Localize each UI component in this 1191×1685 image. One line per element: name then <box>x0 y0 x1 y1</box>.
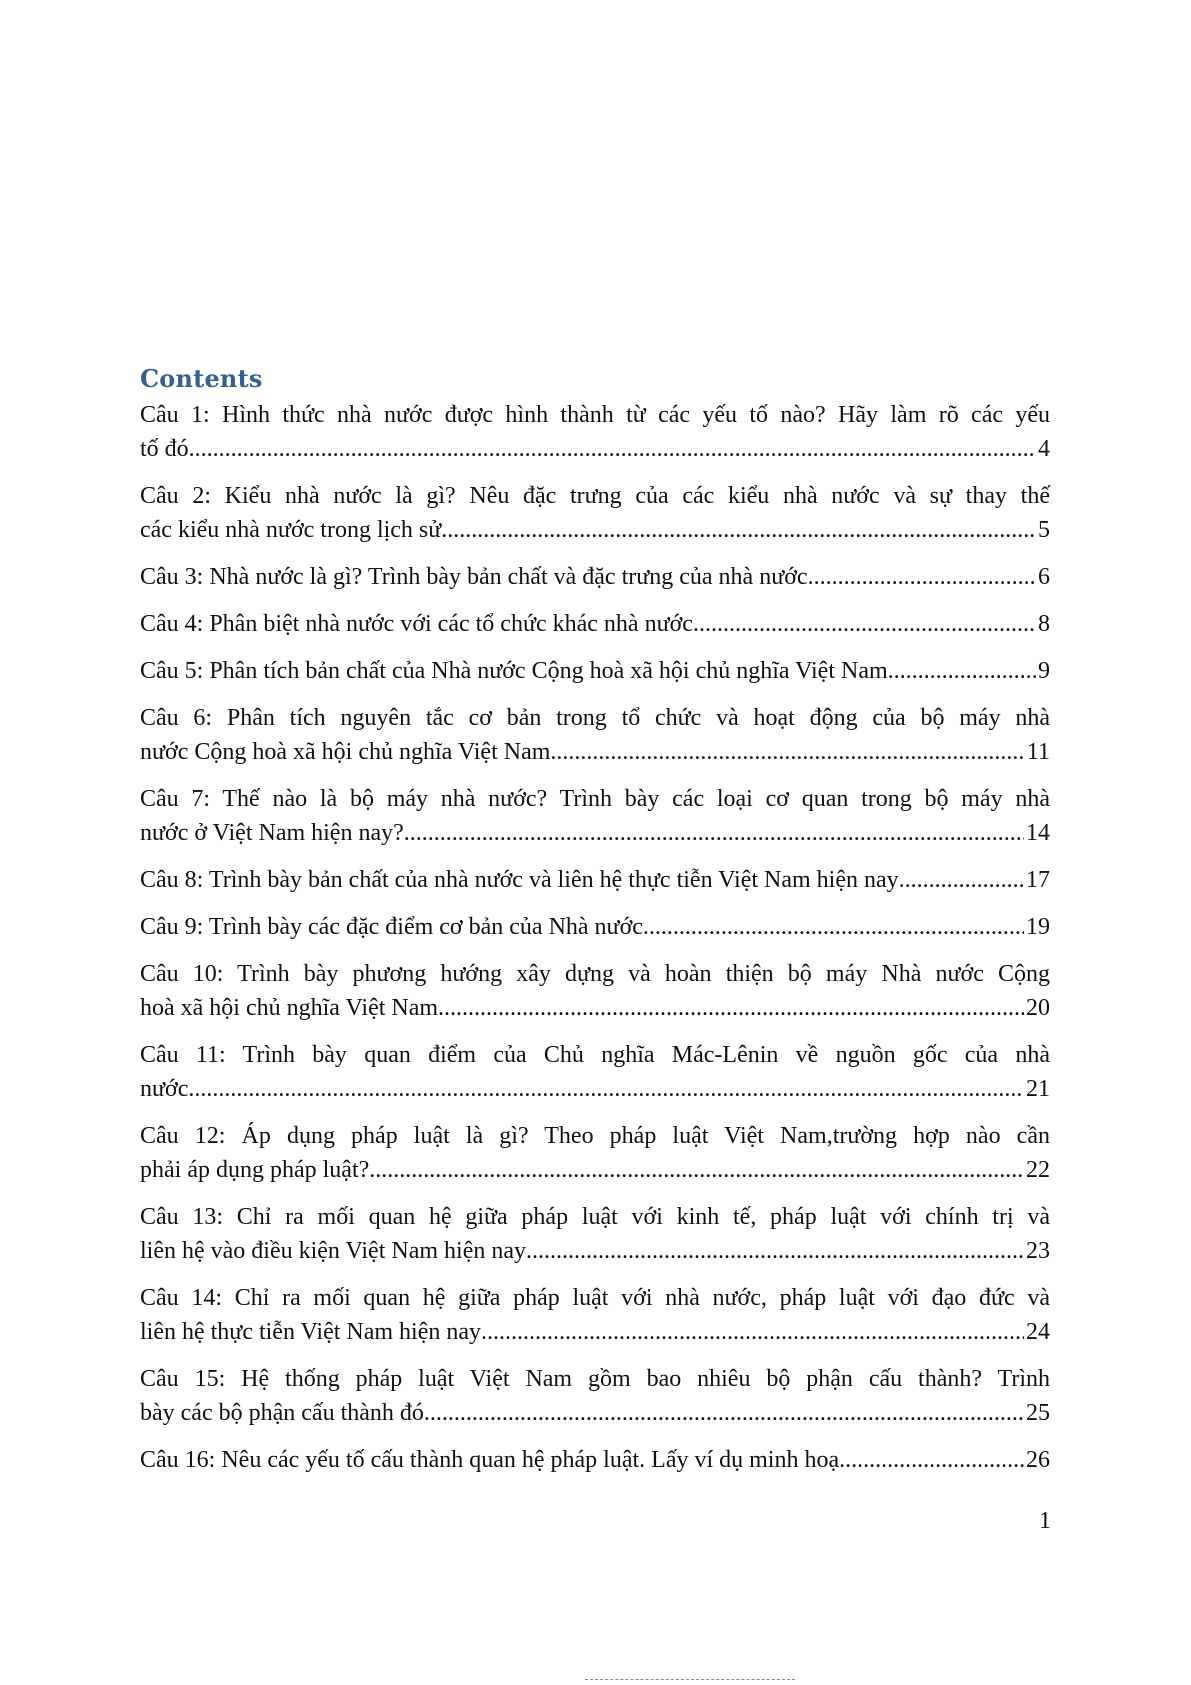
toc-entry-title: Câu 8: Trình bày bản chất của nhà nước và liên hệ thực tiễn Việt Nam hiện nay <box>140 867 899 893</box>
toc-entry[interactable] <box>140 957 1050 1025</box>
toc-entry-title-line: Câu 11: Trình bày quan điểm của Chủ nghĩa Mác-Lênin về nguồn gốc của nhà <box>140 1042 1050 1068</box>
toc-entry-title: các kiểu nhà nước trong lịch sử <box>140 517 442 543</box>
toc-entry-leader-line <box>140 910 1050 944</box>
toc-entry-leader-line <box>140 1396 1050 1430</box>
toc-entry-leader-line <box>140 1153 1050 1187</box>
toc-entry[interactable] <box>140 1362 1050 1430</box>
toc-entry[interactable] <box>140 654 1050 688</box>
toc-entry-title: nước <box>140 1076 189 1102</box>
toc-entry[interactable] <box>140 910 1050 944</box>
dot-leader <box>526 1234 1024 1268</box>
toc-entry-title: Câu 3: Nhà nước là gì? Trình bày bản chất và đặc trưng của nhà nước <box>140 564 808 590</box>
toc-entry-page: 9 <box>1038 658 1050 684</box>
toc-entry[interactable] <box>140 560 1050 594</box>
toc-entry-page: 24 <box>1026 1319 1050 1345</box>
dot-leader <box>188 1072 1024 1106</box>
toc-entry-title: nước ở Việt Nam hiện nay? <box>140 820 404 846</box>
toc-entry-leader-line <box>140 654 1050 688</box>
toc-entry-leader-line <box>140 513 1050 547</box>
toc-entry[interactable] <box>140 479 1050 547</box>
toc-entry[interactable] <box>140 1038 1050 1106</box>
toc-entry-title: Câu 5: Phân tích bản chất của Nhà nước Cộng hoà xã hội chủ nghĩa Việt Nam <box>140 658 888 684</box>
toc-entry[interactable] <box>140 1200 1050 1268</box>
toc-entry-title: nước Cộng hoà xã hội chủ nghĩa Việt Nam <box>140 739 551 765</box>
toc-entry[interactable] <box>140 398 1050 466</box>
dot-leader <box>481 1315 1024 1349</box>
toc-entry-page: 14 <box>1026 820 1050 846</box>
toc-entry-leader-line <box>140 1234 1050 1268</box>
dot-leader <box>441 513 1036 547</box>
toc-entry-title-line: Câu 15: Hệ thống pháp luật Việt Nam gồm bao nhiêu bộ phận cấu thành? Trình <box>140 1366 1050 1392</box>
toc-entry-leader-line <box>140 991 1050 1025</box>
toc-entry-title-line: Câu 14: Chỉ ra mối quan hệ giữa pháp luật với nhà nước, pháp luật với đạo đức và <box>140 1285 1050 1311</box>
dot-leader <box>189 432 1036 466</box>
toc-entry-page: 22 <box>1026 1157 1050 1183</box>
toc-entry-title-line: Câu 12: Áp dụng pháp luật là gì? Theo pháp luật Việt Nam,trường hợp nào cần <box>140 1123 1050 1149</box>
toc-entry-page: 20 <box>1026 995 1050 1021</box>
toc-entry-title: bày các bộ phận cấu thành đó <box>140 1400 424 1426</box>
dot-leader <box>643 910 1024 944</box>
toc-entry-title: hoà xã hội chủ nghĩa Việt Nam <box>140 995 439 1021</box>
dot-leader <box>888 654 1036 688</box>
toc-entry[interactable] <box>140 782 1050 850</box>
toc-entry-title: Câu 4: Phân biệt nhà nước với các tổ chức khác nhà nước <box>140 611 693 637</box>
dot-leader <box>424 1396 1024 1430</box>
toc-entry-leader-line <box>140 735 1050 769</box>
toc-entry-page: 5 <box>1038 517 1050 543</box>
table-of-contents <box>140 398 1050 1477</box>
footer-rule <box>585 1679 795 1680</box>
dot-leader <box>899 863 1024 897</box>
toc-entry-page: 21 <box>1026 1076 1050 1102</box>
dot-leader <box>404 816 1024 850</box>
toc-entry-title: phải áp dụng pháp luật? <box>140 1157 370 1183</box>
toc-entry-page: 19 <box>1026 914 1050 940</box>
toc-entry[interactable] <box>140 1443 1050 1477</box>
toc-entry-title-line: Câu 6: Phân tích nguyên tắc cơ bản trong tổ chức và hoạt động của bộ máy nhà <box>140 705 1050 731</box>
page-number: 1 <box>1039 1508 1051 1534</box>
toc-entry-leader-line <box>140 607 1050 641</box>
dot-leader <box>693 607 1036 641</box>
toc-entry-title-line: Câu 13: Chỉ ra mối quan hệ giữa pháp luật với kinh tế, pháp luật với chính trị và <box>140 1204 1050 1230</box>
toc-entry-page: 23 <box>1026 1238 1050 1264</box>
toc-entry[interactable] <box>140 863 1050 897</box>
dot-leader <box>839 1443 1024 1477</box>
toc-entry[interactable] <box>140 607 1050 641</box>
toc-entry-leader-line <box>140 432 1050 466</box>
toc-entry-leader-line <box>140 560 1050 594</box>
toc-entry-leader-line <box>140 816 1050 850</box>
toc-heading: Contents <box>140 364 263 393</box>
toc-entry-leader-line <box>140 1443 1050 1477</box>
toc-entry-page: 17 <box>1026 867 1050 893</box>
toc-entry-title: liên hệ vào điều kiện Việt Nam hiện nay <box>140 1238 527 1264</box>
dot-leader <box>369 1153 1024 1187</box>
toc-entry-leader-line <box>140 863 1050 897</box>
toc-entry-page: 4 <box>1038 436 1050 462</box>
toc-entry[interactable] <box>140 1281 1050 1349</box>
toc-entry-page: 25 <box>1026 1400 1050 1426</box>
toc-entry-title-line: Câu 10: Trình bày phương hướng xây dựng và hoàn thiện bộ máy Nhà nước Cộng <box>140 961 1050 987</box>
toc-entry-title: Câu 16: Nêu các yếu tố cấu thành quan hệ pháp luật. Lấy ví dụ minh hoạ <box>140 1447 840 1473</box>
toc-entry-title-line: Câu 1: Hình thức nhà nước được hình thành từ các yếu tố nào? Hãy làm rõ các yếu <box>140 402 1050 428</box>
toc-entry-leader-line <box>140 1072 1050 1106</box>
toc-entry-leader-line <box>140 1315 1050 1349</box>
toc-entry-page: 11 <box>1026 739 1050 765</box>
toc-entry-title: Câu 9: Trình bày các đặc điểm cơ bản của Nhà nước <box>140 914 643 940</box>
toc-entry-page: 6 <box>1038 564 1050 590</box>
toc-entry-page: 26 <box>1026 1447 1050 1473</box>
toc-entry-title: tố đó <box>140 436 189 462</box>
toc-entry[interactable] <box>140 1119 1050 1187</box>
dot-leader <box>550 735 1024 769</box>
toc-entry-title-line: Câu 2: Kiểu nhà nước là gì? Nêu đặc trưng của các kiểu nhà nước và sự thay thế <box>140 483 1050 509</box>
dot-leader <box>808 560 1036 594</box>
dot-leader <box>438 991 1024 1025</box>
toc-entry-title-line: Câu 7: Thế nào là bộ máy nhà nước? Trình bày các loại cơ quan trong bộ máy nhà <box>140 786 1050 812</box>
toc-entry-title: liên hệ thực tiễn Việt Nam hiện nay <box>140 1319 482 1345</box>
toc-entry[interactable] <box>140 701 1050 769</box>
toc-entry-page: 8 <box>1038 611 1050 637</box>
